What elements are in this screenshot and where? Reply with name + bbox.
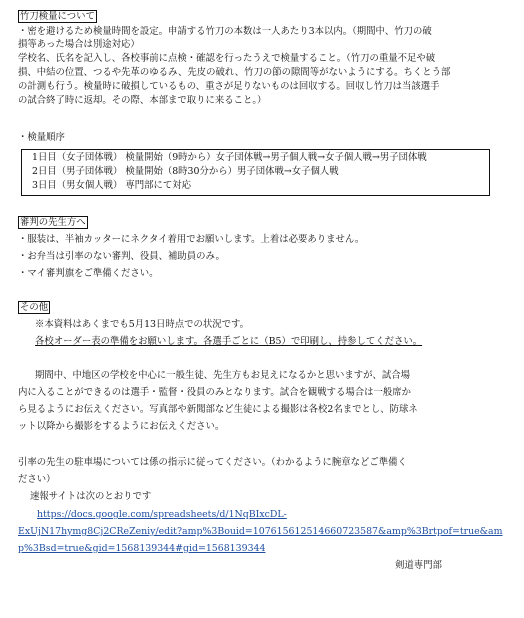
parking-paragraph-line: 引率の先生の駐車場については係の指示に従ってください。（わかるように腕章などご準備く xyxy=(18,457,407,468)
section-heading-inspection: 竹刀検量について xyxy=(20,11,95,22)
spectator-paragraph-line: ら見るようにお伝えください。写真部や新聞部など生徒による撮影は各校2名までとし、防球ネ xyxy=(18,404,418,415)
inspection-line: の計測も行う。検量時に破損しているもの、重さが足りないものは回収する。回収し竹刀は当該選手 xyxy=(18,81,440,92)
referee-line: ・服装は、半袖カッターにネクタイ着用でお願いします。上着は必要ありません。 xyxy=(18,234,365,245)
inspection-order-label: ・検量順序 xyxy=(18,132,65,143)
order-sheet-note: 各校オーダー表の準備をお願いします。各選手ごとに（B5）で印刷し、持参してください。 xyxy=(35,336,423,347)
schedule-day-2: 2日目（男子団体戦） 検量開始（8時30分から）男子団体戦→女子個人戦 xyxy=(32,166,339,177)
signature: 剣道専門部 xyxy=(395,560,442,571)
inspection-line: の試合終了時に返却。その際、本部まで取りに来ること。） xyxy=(18,95,267,106)
status-note: ※本資料はあくまでも5月13日時点での状況です。 xyxy=(35,319,250,330)
results-site-label: 速報サイトは次のとおりです xyxy=(30,491,152,502)
schedule-day-3: 3日目（男女個人戦） 専門部にて対応 xyxy=(32,180,191,191)
section-heading-referees: 審判の先生方へ xyxy=(20,217,86,228)
parking-paragraph-line: ださい） xyxy=(18,474,56,485)
inspection-line: ・密を避けるため検量時間を設定。申請する竹刀の本数は一人あたり3本以内。（期間中、竹刀の破 xyxy=(18,26,432,37)
results-site-link[interactable]: https://docs.google.com/spreadsheets/d/1NqBIxcDL- xyxy=(37,509,287,520)
results-site-link[interactable]: ExUjN17hymg8Cj2CReZeniy/edit?amp%3Bouid=107615612514660723587&amp%3Brtpof=true&am xyxy=(18,526,503,537)
spectator-paragraph-line: 内に入ることができるのは選手・監督・役員のみとなります。試合を観戦する場合は一般席か xyxy=(18,387,412,398)
schedule-day-1: 1日目（女子団体戦） 検量開始（9時から）女子団体戦→男子個人戦→女子個人戦→男子団体戦 xyxy=(32,152,427,163)
inspection-line: 損等あった場合は別途対応） xyxy=(18,39,140,50)
referee-line: ・お弁当は引率のない審判、役員、補助員のみ。 xyxy=(18,251,225,262)
referee-line: ・マイ審判旗をご準備ください。 xyxy=(18,268,159,279)
spectator-paragraph-line: ット以降から撮影をするようにお伝えください。 xyxy=(18,421,225,432)
results-site-link[interactable]: p%3Bsd=true&gid=1568139344#gid=1568139344 xyxy=(18,543,266,554)
inspection-line: 学校名、氏名を記入し、各校事前に点検・確認を行ったうえで検量すること。（竹刀の重量不足や破 xyxy=(18,53,436,64)
section-heading-other: その他 xyxy=(20,302,49,313)
inspection-line: 損、中結の位置、つるや先革のゆるみ、先皮の破れ、竹刀の節の隙間等がないようにする。ちくとう部 xyxy=(18,67,451,78)
spectator-paragraph-line: 期間中、中地区の学校を中心に一般生徒、先生方もお見えになるかと思いますが、試合場 xyxy=(35,370,411,381)
